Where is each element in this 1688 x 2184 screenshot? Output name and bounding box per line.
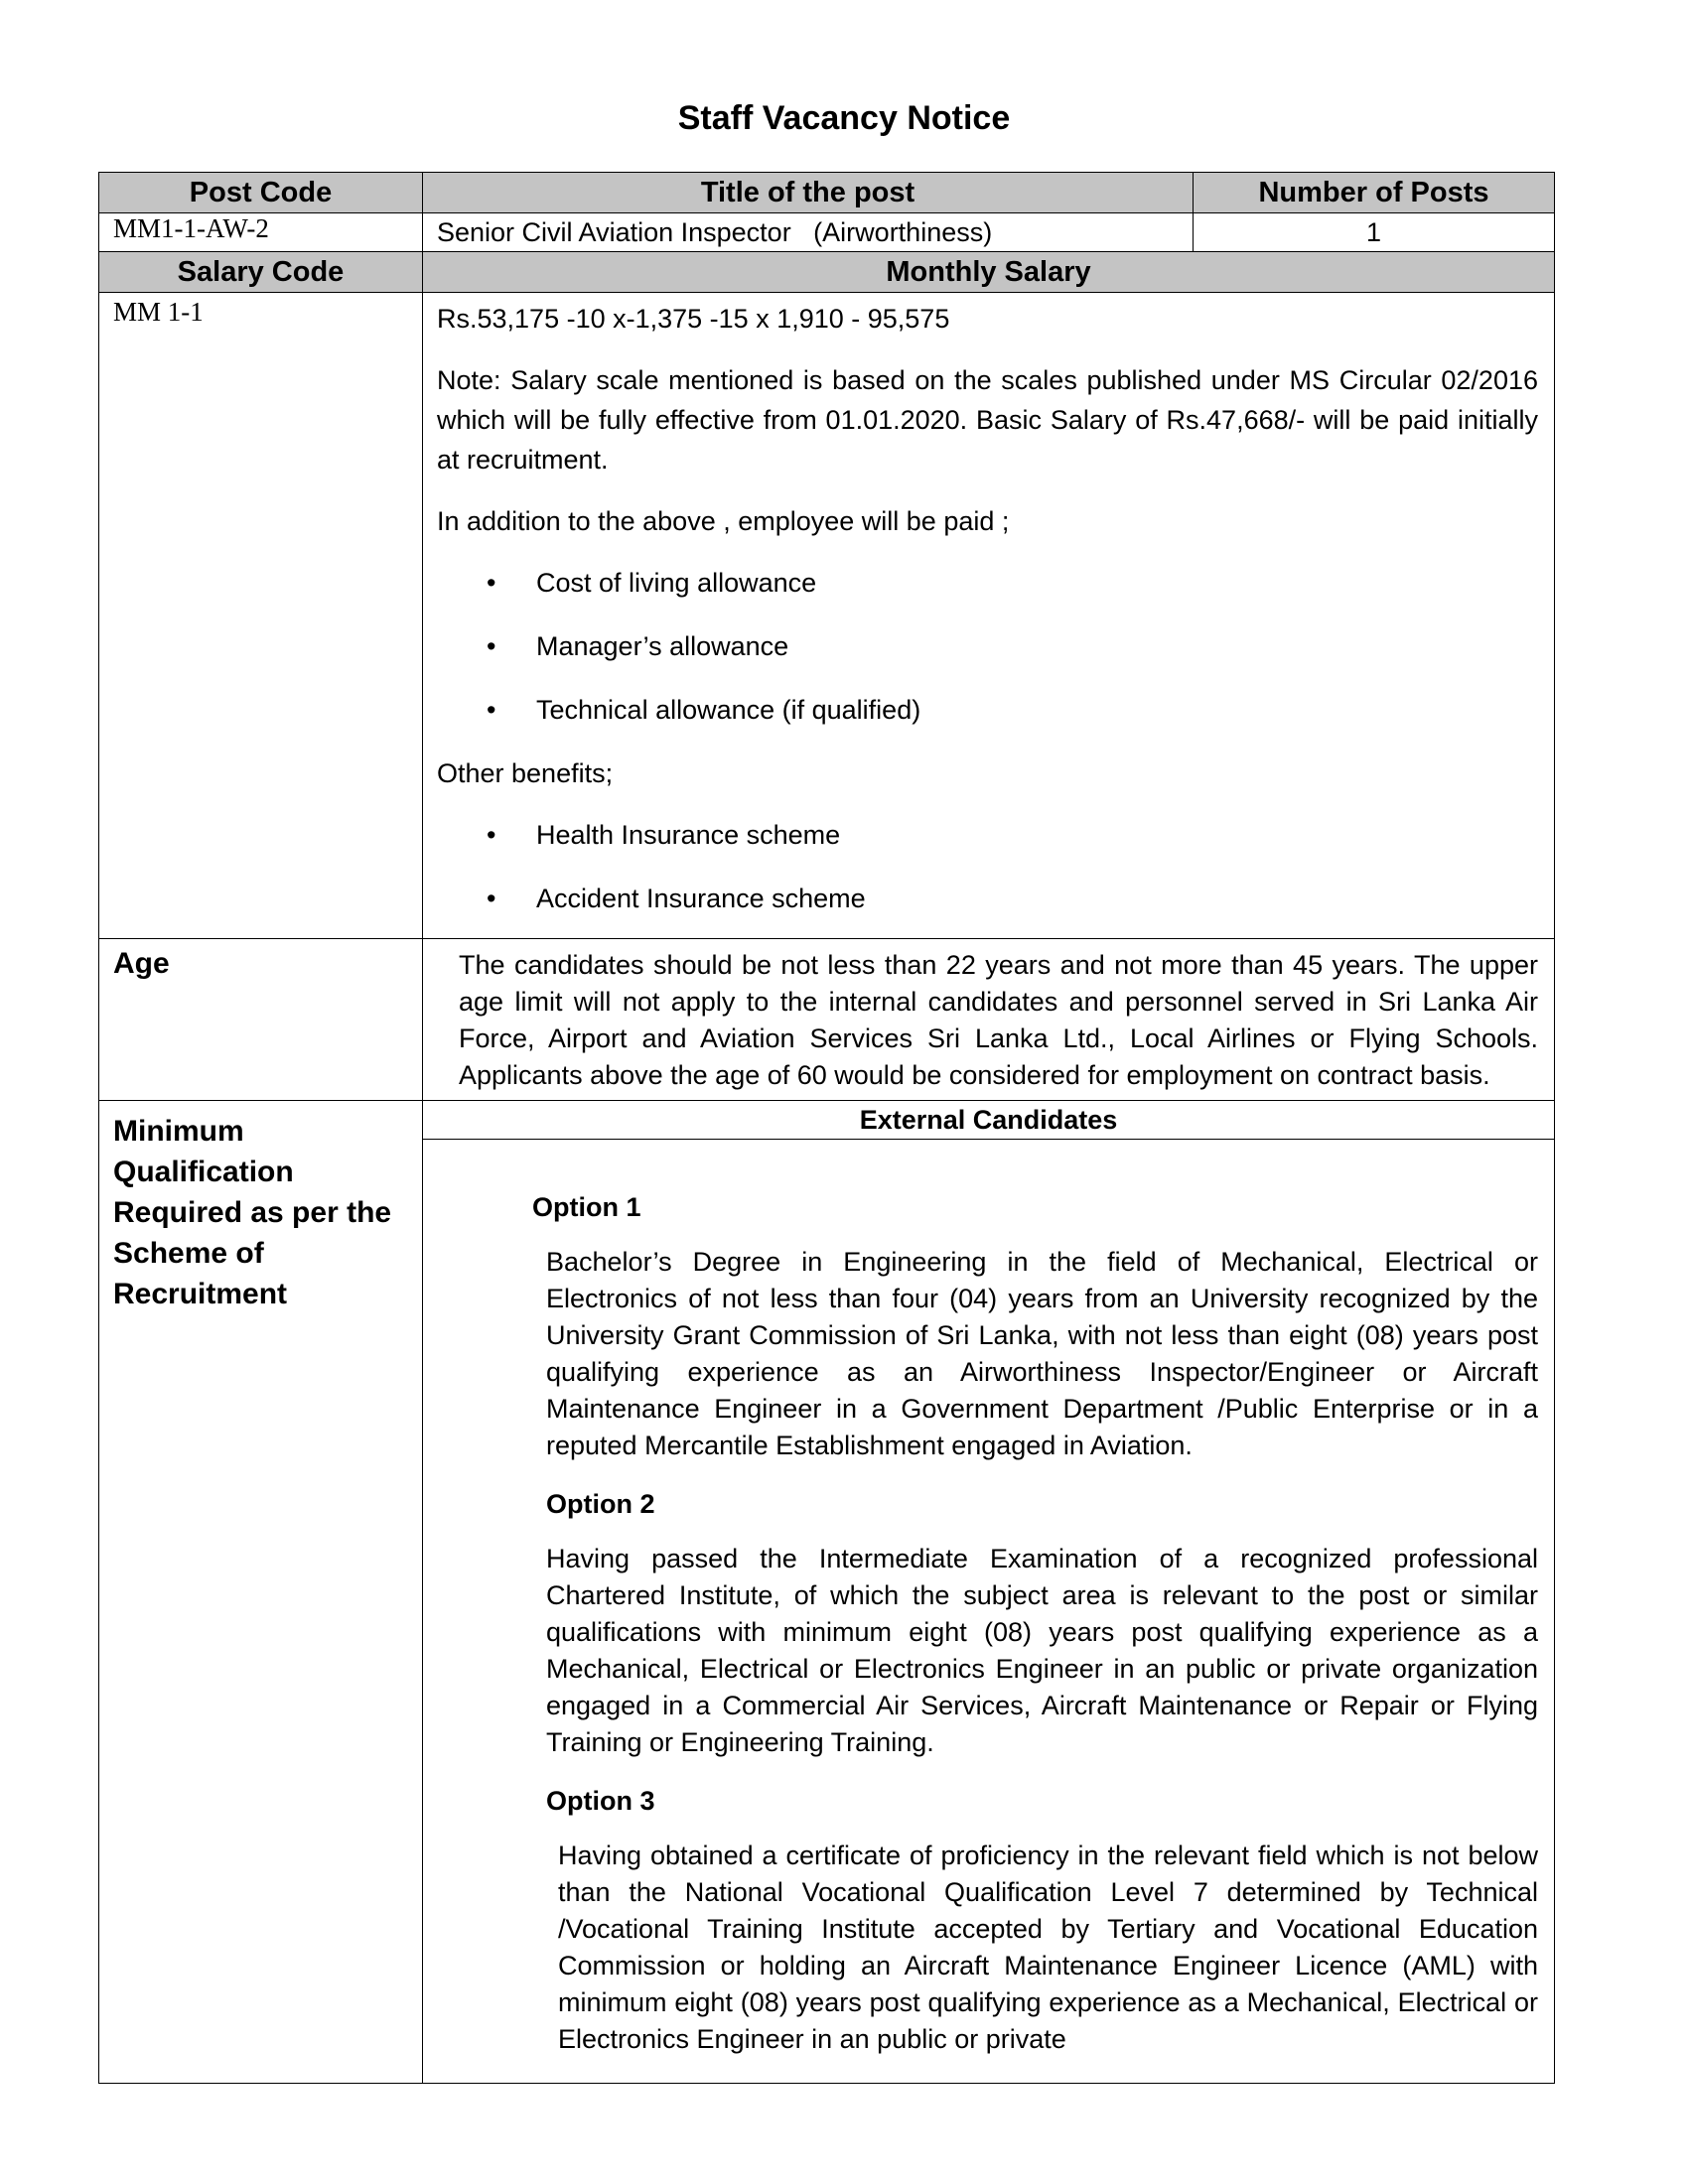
benefits-list: [437, 815, 1538, 918]
option-2: [532, 1486, 1538, 1761]
external-candidates-header: External Candidates: [423, 1101, 1555, 1140]
vacancy-table: [98, 172, 1555, 2084]
post-code-value: MM1-1-AW-2: [99, 213, 423, 252]
option-3: [532, 1783, 1538, 2058]
salary-header-row: [99, 252, 1555, 293]
post-count-value: 1: [1194, 213, 1555, 252]
bullet-icon: •: [487, 695, 496, 725]
option-text: Having obtained a certificate of proficiency in the relevant field which is not below than the National Vocational Qualification Level 7 determined by Technical /Vocational Training Institute accepted by Tertiary and Vocational Education Commission or holding an Aircraft Maintenance Engineer Licence (AML) with minimum eight (08) years post qualifying experience as a Mechanical, Electrical or Electronics Engineer in an public or private: [558, 1841, 1538, 2054]
post-title-value: Senior Civil Aviation Inspector (Airworthiness): [423, 213, 1194, 252]
salary-scale: Rs.53,175 -10 x-1,375 -15 x 1,910 - 95,575: [437, 304, 950, 334]
bullet-icon: •: [487, 884, 496, 913]
option-title: Option 2: [546, 1489, 655, 1519]
salary-code-value: MM 1-1: [99, 293, 423, 939]
external-header-row: [99, 1101, 1555, 1140]
age-text: The candidates should be not less than 22 years and not more than 45 years. The upper age limit will not apply to the internal candidates and personnel served in Sri Lanka Air Force, Airport and Aviation Services Sri Lanka Ltd., Local Airlines or Flying Schools. Applicants above the age of 60 would be considered for employment on contract basis.: [423, 939, 1555, 1101]
addition-intro: In addition to the above , employee will be paid ;: [437, 506, 1010, 536]
page-title: Staff Vacancy Notice: [677, 99, 1011, 137]
title-of-post-header: Title of the post: [423, 173, 1194, 213]
list-item: • Accident Insurance scheme: [437, 879, 1538, 918]
list-item: • Health Insurance scheme: [437, 815, 1538, 855]
post-header-row: [99, 173, 1555, 213]
other-benefits-intro: Other benefits;: [437, 758, 614, 788]
qualification-label: Minimum Qualification Required as per the Scheme of Recruitment: [99, 1101, 423, 2084]
age-row: [99, 939, 1555, 1101]
post-row: [99, 213, 1555, 252]
post-code-header: Post Code: [99, 173, 423, 213]
list-item: • Cost of living allowance: [437, 563, 1538, 603]
list-item: • Manager’s allowance: [437, 626, 1538, 666]
bullet-icon: •: [487, 568, 496, 598]
monthly-salary-header: Monthly Salary: [423, 252, 1555, 293]
salary-note: Note: Salary scale mentioned is based on the scales published under MS Circular 02/2016 which will be fully effective from 01.01.2020. Basic Salary of Rs.47,668/- will be paid initially at recruitment.: [437, 365, 1538, 475]
age-label: Age: [99, 939, 423, 1101]
option-text: Bachelor’s Degree in Engineering in the field of Mechanical, Electrical or Electronics of not less than four (04) years from an University recognized by the University Grant Commission of Sri Lanka, with not less than eight (08) years post qualifying experience as an Airworthiness Inspector/Engineer or Aircraft Maintenance Engineer in a Government Department /Public Enterprise or in a reputed Mercantile Establishment engaged in Aviation.: [546, 1247, 1538, 1460]
option-title: Option 1: [532, 1192, 641, 1222]
bullet-icon: •: [487, 820, 496, 850]
option-1: [532, 1189, 1538, 1464]
option-title: Option 3: [546, 1786, 655, 1816]
list-item: • Technical allowance (if qualified): [437, 690, 1538, 730]
number-of-posts-header: Number of Posts: [1194, 173, 1555, 213]
allowances-list: [437, 563, 1538, 730]
qualification-options: [423, 1140, 1555, 2084]
salary-row: [99, 293, 1555, 939]
salary-details: [423, 293, 1555, 939]
salary-code-header: Salary Code: [99, 252, 423, 293]
option-text: Having passed the Intermediate Examination of a recognized professional Chartered Institute, of which the subject area is relevant to the post or similar qualifications with minimum eight (08) years post qualifying experience as a Mechanical, Electrical or Electronics Engineer in an public or private organization engaged in a Commercial Air Services, Aircraft Maintenance or Repair or Flying Training or Engineering Training.: [546, 1544, 1538, 1757]
bullet-icon: •: [487, 631, 496, 661]
